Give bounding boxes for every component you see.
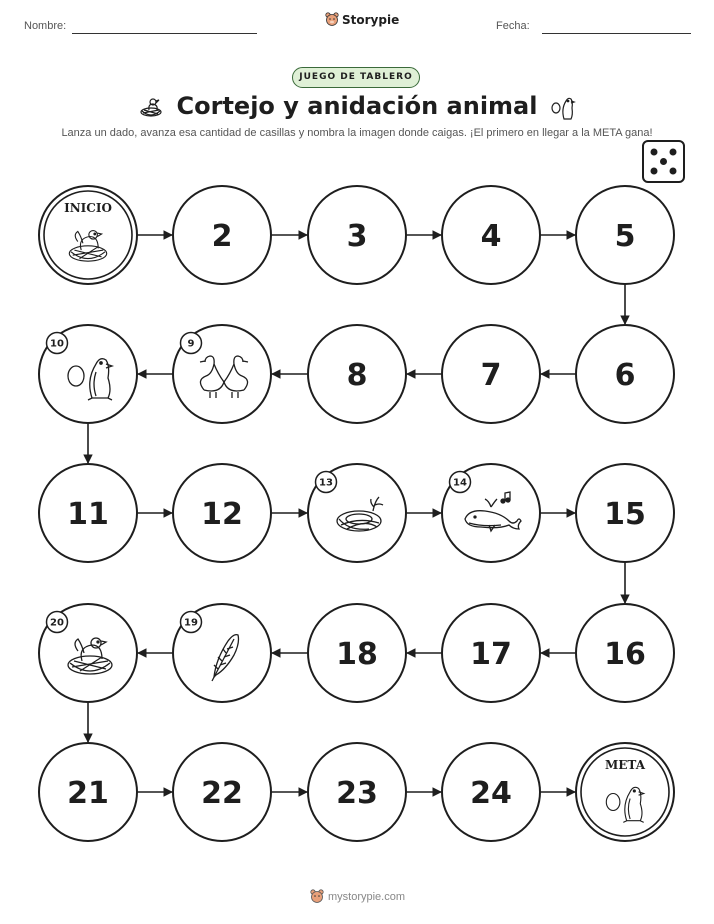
square-number: 5 (614, 219, 636, 254)
start-label: INICIO (64, 201, 112, 215)
square-number: 3 (346, 219, 368, 254)
board-square-10[interactable] (39, 325, 137, 423)
board-square-5[interactable] (576, 186, 674, 284)
board-square-7[interactable] (442, 325, 540, 423)
square-number: 21 (67, 776, 109, 811)
square-number: 24 (470, 776, 512, 811)
board-square-6[interactable] (576, 325, 674, 423)
board-square-23[interactable] (308, 743, 406, 841)
square-number: 2 (211, 219, 233, 254)
page-title-text: Cortejo y anidación animal (176, 92, 538, 120)
finish-square[interactable] (576, 743, 674, 841)
square-number: 7 (480, 358, 502, 393)
finish-label: META (604, 758, 646, 772)
start-square[interactable] (39, 186, 137, 284)
square-number: 10 (50, 338, 64, 350)
instructions: Lanza un dado, avanza esa cantidad de casillas y nombra la imagen donde caigas. ¡El primero en llegar a la META gana! (61, 127, 653, 139)
board-square-24[interactable] (442, 743, 540, 841)
game-type-badge: JUEGO DE TABLERO (292, 67, 420, 88)
square-number: 13 (319, 477, 333, 489)
square-number: 23 (336, 776, 378, 811)
board-square-13[interactable] (308, 464, 406, 562)
board-square-15[interactable] (576, 464, 674, 562)
board-square-8[interactable] (308, 325, 406, 423)
board-square-20[interactable] (39, 604, 137, 702)
board-square-17[interactable] (442, 604, 540, 702)
bear-logo-icon (310, 889, 324, 905)
square-number: 8 (346, 358, 368, 393)
square-number: 15 (604, 497, 646, 532)
square-number: 11 (67, 497, 109, 532)
board-square-9[interactable] (173, 325, 271, 423)
square-number: 14 (453, 477, 467, 489)
dice-five-icon (643, 141, 684, 182)
square-number: 22 (201, 776, 243, 811)
square-number: 20 (50, 617, 64, 629)
square-number: 6 (614, 358, 636, 393)
square-number: 18 (336, 637, 378, 672)
board-square-2[interactable] (173, 186, 271, 284)
footer (310, 889, 405, 905)
square-number: 19 (184, 617, 198, 629)
board-square-21[interactable] (39, 743, 137, 841)
board-square-19[interactable] (173, 604, 271, 702)
name-label: Nombre: (24, 20, 67, 32)
board-square-11[interactable] (39, 464, 137, 562)
board-square-3[interactable] (308, 186, 406, 284)
board-square-12[interactable] (173, 464, 271, 562)
square-number: 12 (201, 497, 243, 532)
date-label: Fecha: (496, 20, 530, 32)
square-number: 9 (187, 338, 195, 350)
square-number: 17 (470, 637, 512, 672)
board-square-4[interactable] (442, 186, 540, 284)
footer-url[interactable]: mystorypie.com (328, 891, 406, 903)
brand-name: Storypie (342, 13, 400, 27)
board-square-22[interactable] (173, 743, 271, 841)
board-square-16[interactable] (576, 604, 674, 702)
board-square-18[interactable] (308, 604, 406, 702)
square-number: 16 (604, 637, 646, 672)
board-square-14[interactable] (442, 464, 540, 562)
square-number: 4 (480, 219, 502, 254)
